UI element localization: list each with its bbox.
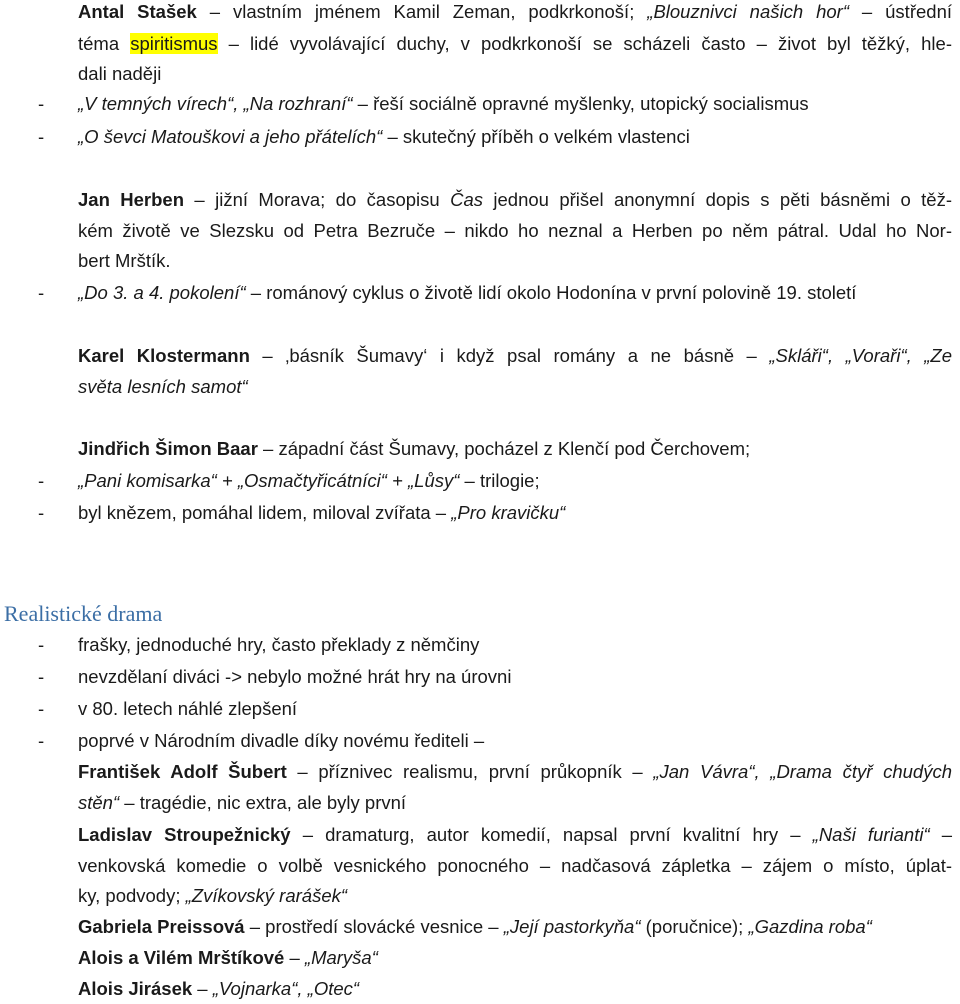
- bullet-dash: -: [38, 730, 45, 751]
- stasek-name: Antal Stašek: [78, 1, 197, 22]
- bullet-dash: -: [38, 666, 45, 687]
- preissova-text: – prostředí slovácké vesnice –: [244, 916, 504, 937]
- stasek-line-1: [78, 0, 952, 27]
- herben-line-2: [78, 216, 952, 246]
- herben-bullet-1: [78, 278, 856, 308]
- stroupeznicky-line-2: [78, 851, 952, 881]
- herben-text: kém životě ve Slezsku od Petra Bezruče – nikdo ho neznal a Herben po něm pátral. Udal ho Nor-: [78, 220, 952, 241]
- work-title: „Skláři“, „Voraři“, „Ze: [769, 345, 953, 366]
- stasek-text: – lidé vyvolávající duchy, v podkrkonoší se scházeli často – život byl těžký, hle-: [217, 33, 952, 54]
- klostermann-text: – ‚básník Šumavy‘ i když psal romány a ne básně –: [249, 345, 770, 366]
- herben-line-3: [78, 246, 952, 276]
- work-title: „Maryša“: [304, 947, 378, 968]
- mrstikove-line: [78, 943, 952, 973]
- baar-bullet-2: [78, 498, 565, 528]
- stroupeznicky-name: Ladislav Stroupežnický: [78, 824, 291, 845]
- preissova-text: (poručnice);: [640, 916, 749, 937]
- stasek-text: téma: [78, 33, 131, 54]
- baar-line-1: [78, 434, 952, 464]
- mrstikove-text: –: [284, 947, 305, 968]
- baar-name: Jindřich Šimon Baar: [78, 438, 258, 459]
- herben-text: jednou přišel anonymní dopis s pěti básněmi o těž-: [482, 189, 952, 210]
- stasek-bullet-2: [78, 122, 690, 152]
- work-title: „Naši furianti“: [812, 824, 930, 845]
- bullet-text: – trilogie;: [459, 470, 540, 491]
- stasek-text: dali naději: [78, 63, 162, 84]
- jirasek-name: Alois Jirásek: [78, 978, 193, 999]
- bullet-dash: -: [38, 126, 45, 147]
- bullet-dash: -: [38, 470, 45, 491]
- work-title: „V temných vírech“, „Na rozhraní“: [78, 93, 353, 114]
- stroupeznicky-line-1: [78, 820, 952, 850]
- baar-bullet-1: [78, 466, 540, 496]
- drama-item-3: v 80. letech náhlé zlepšení: [78, 698, 298, 719]
- bullet-text: – románový cyklus o životě lidí okolo Hodonína v první polovině 19. století: [245, 282, 857, 303]
- preissova-name: Gabriela Preissová: [78, 916, 245, 937]
- jirasek-text: –: [192, 978, 213, 999]
- work-title: stěn“: [78, 792, 120, 813]
- work-title: „Zvíkovský rarášek“: [185, 885, 348, 906]
- stasek-bullet-1: [78, 89, 809, 119]
- klostermann-line-2: [78, 372, 952, 402]
- stroupeznicky-line-3: [78, 881, 952, 911]
- drama-item-4: poprvé v Národním divadle díky novému řediteli –: [78, 730, 485, 751]
- bullet-dash: -: [38, 698, 45, 719]
- work-title: „Gazdina roba“: [748, 916, 872, 937]
- work-title: „Pani komisarka“ + „Osmačtyřicátníci“ + „Lůsy“: [78, 470, 460, 491]
- bullet-dash: -: [38, 93, 45, 114]
- subert-text: – tragédie, nic extra, ale byly první: [119, 792, 407, 813]
- work-title: světa lesních samot“: [78, 376, 248, 397]
- work-title: „Pro kravičku“: [451, 502, 566, 523]
- bullet-dash: -: [38, 282, 45, 303]
- work-title: „Do 3. a 4. pokolení“: [78, 282, 246, 303]
- bullet-dash: -: [38, 502, 45, 523]
- magazine-title: Čas: [450, 189, 483, 210]
- herben-text: bert Mrštík.: [78, 250, 171, 271]
- highlighted-term: spiritismus: [130, 33, 218, 54]
- klostermann-name: Karel Klostermann: [78, 345, 250, 366]
- bullet-text: byl knězem, pomáhal lidem, miloval zvířata –: [78, 502, 452, 523]
- stasek-text: – vlastním jménem Kamil Zeman, podkrkonoší;: [196, 1, 648, 22]
- work-title: „O ševci Matouškovi a jeho přátelích“: [78, 126, 383, 147]
- subert-line-1: [78, 757, 952, 787]
- subert-text: – příznivec realismu, první průkopník –: [286, 761, 654, 782]
- stasek-work-title: „Blouznivci našich hor“: [647, 1, 849, 22]
- preissova-line: [78, 912, 952, 942]
- stasek-line-3: [78, 59, 952, 89]
- bullet-dash: -: [38, 634, 45, 655]
- stroupeznicky-text: venkovská komedie o volbě vesnického ponocného – nadčasová zápletka – zájem o místo, úplat-: [78, 855, 952, 876]
- drama-item-1: frašky, jednoduché hry, často překlady z němčiny: [78, 634, 480, 655]
- subert-line-2: [78, 788, 952, 818]
- baar-text: – západní část Šumavy, pocházel z Klenčí pod Čerchovem;: [257, 438, 751, 459]
- work-title: „Její pastorkyňa“: [503, 916, 641, 937]
- mrstikove-name: Alois a Vilém Mrštíkové: [78, 947, 285, 968]
- herben-text: – jižní Morava; do časopisu: [184, 189, 451, 210]
- bullet-text: – skutečný příběh o velkém vlastenci: [382, 126, 690, 147]
- drama-item-2: nevzdělaní diváci -> nebylo možné hrát hry na úrovni: [78, 666, 512, 687]
- subert-name: František Adolf Šubert: [78, 761, 287, 782]
- work-title: „Vojnarka“, „Otec“: [212, 978, 360, 999]
- herben-line-1: [78, 185, 952, 215]
- jirasek-line: [78, 974, 952, 1004]
- bullet-text: – řeší sociálně opravné myšlenky, utopický socialismus: [352, 93, 809, 114]
- stroupeznicky-text: –: [929, 824, 953, 845]
- stroupeznicky-text: ky, podvody;: [78, 885, 186, 906]
- stasek-text: – ústřední: [848, 1, 952, 22]
- stasek-line-2: [78, 29, 952, 59]
- section-heading: Realistické drama: [4, 601, 163, 626]
- herben-name: Jan Herben: [78, 189, 185, 210]
- stroupeznicky-text: – dramaturg, autor komedií, napsal první kvalitní hry –: [290, 824, 813, 845]
- klostermann-line-1: [78, 341, 952, 371]
- work-title: „Jan Vávra“, „Drama čtyř chudých: [653, 761, 952, 782]
